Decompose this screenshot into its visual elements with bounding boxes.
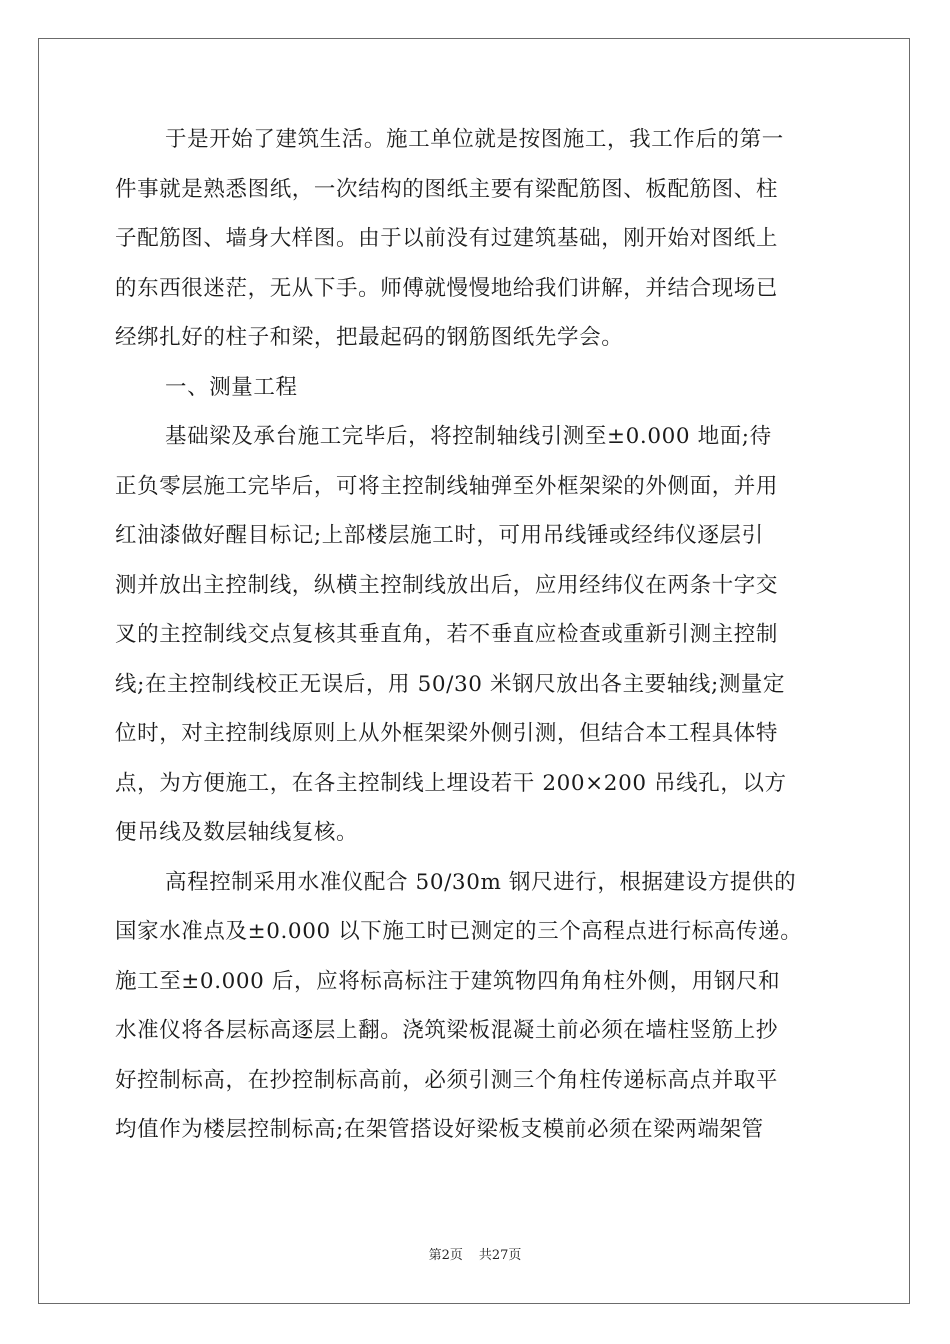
text-line: 经绑扎好的柱子和梁，把最起码的钢筋图纸先学会。 bbox=[115, 325, 624, 350]
text-line: 件事就是熟悉图纸，一次结构的图纸主要有梁配筋图、板配筋图、柱 bbox=[115, 176, 779, 202]
text-line: 施工至±0.000 后，应将标高标注于建筑物四角角柱外侧，用钢尺和 bbox=[115, 968, 781, 994]
text-line: 高程控制采用水准仪配合 50/30m 钢尺进行，根据建设方提供的 bbox=[165, 869, 797, 895]
text-line: 好控制标高，在抄控制标高前，必须引测三个角柱传递标高点并取平 bbox=[115, 1067, 779, 1093]
text-line: 国家水准点及±0.000 以下施工时已测定的三个高程点进行标高传递。 bbox=[115, 919, 803, 944]
text-line: 于是开始了建筑生活。施工单位就是按图施工，我工作后的第一 bbox=[165, 127, 784, 152]
page-number: 第2页 bbox=[428, 1248, 463, 1263]
section-heading: 一、测量工程 bbox=[165, 374, 298, 400]
page-total: 共27页 bbox=[478, 1248, 522, 1263]
text-line: 红油漆做好醒目标记;上部楼层施工时，可用吊线锤或经纬仪逐层引 bbox=[115, 523, 764, 548]
text-line: 均值作为楼层控制标高;在架管搭设好梁板支模前必须在梁两端架管 bbox=[115, 1117, 764, 1142]
text-line: 测并放出主控制线，纵横主控制线放出后，应用经纬仪在两条十字交 bbox=[115, 572, 779, 598]
text-line: 线;在主控制线校正无误后，用 50/30 米钢尺放出各主要轴线;测量定 bbox=[115, 671, 786, 697]
page-footer bbox=[0, 1247, 950, 1265]
text-line: 点，为方便施工，在各主控制线上埋设若干 200×200 吊线孔，以方 bbox=[115, 770, 787, 796]
text-line: 位时，对主控制线原则上从外框架梁外侧引测，但结合本工程具体特 bbox=[115, 721, 779, 746]
text-line: 水准仪将各层标高逐层上翻。浇筑梁板混凝土前必须在墙柱竖筋上抄 bbox=[115, 1018, 779, 1043]
text-line: 的东西很迷茫，无从下手。师傅就慢慢地给我们讲解，并结合现场已 bbox=[115, 275, 779, 301]
text-line: 正负零层施工完毕后，可将主控制线轴弹至外框架梁的外侧面，并用 bbox=[115, 473, 779, 499]
text-line: 便吊线及数层轴线复核。 bbox=[115, 820, 359, 845]
text-line: 子配筋图、墙身大样图。由于以前没有过建筑基础，刚开始对图纸上 bbox=[115, 226, 779, 251]
text-line: 叉的主控制线交点复核其垂直角，若不垂直应检查或重新引测主控制 bbox=[115, 622, 779, 647]
text-line: 基础梁及承台施工完毕后，将控制轴线引测至±0.000 地面;待 bbox=[165, 424, 772, 449]
